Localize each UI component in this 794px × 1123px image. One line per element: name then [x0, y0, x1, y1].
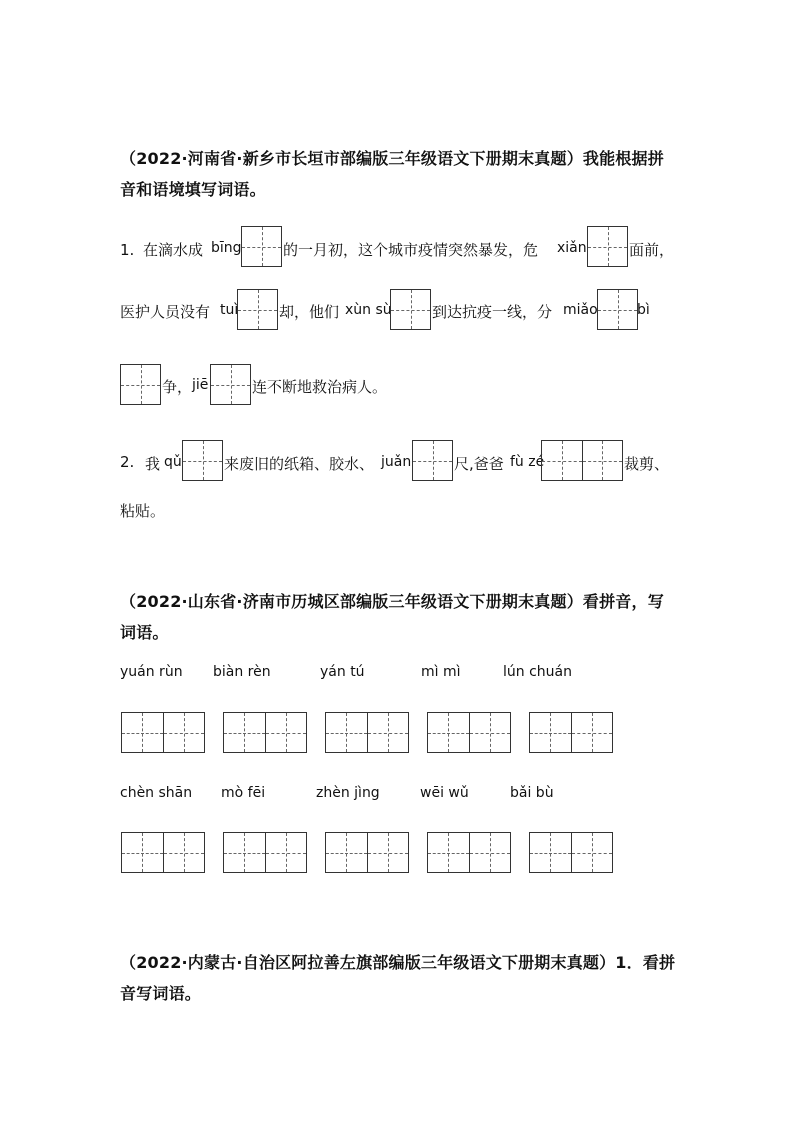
pinyin-label: biàn rèn: [213, 664, 271, 680]
pinyin-label: tuì: [220, 302, 239, 318]
answer-box-row2-2[interactable]: [223, 832, 307, 873]
answer-box-bi[interactable]: [120, 364, 161, 405]
pinyin-label: miǎo: [563, 302, 598, 318]
pinyin-label: qǔ: [164, 454, 182, 470]
answer-box-qu[interactable]: [182, 440, 223, 481]
pinyin-label: mì mì: [421, 664, 461, 680]
answer-box-xian[interactable]: [587, 226, 628, 267]
pinyin-label: jiē: [192, 377, 209, 393]
question2-text: 裁剪、: [624, 455, 670, 473]
answer-box-row1-1[interactable]: [121, 712, 205, 753]
answer-box-tui[interactable]: [237, 289, 278, 330]
answer-box-bing[interactable]: [241, 226, 282, 267]
question1-number: 1.: [120, 241, 135, 259]
pinyin-label: yuán rùn: [120, 664, 183, 680]
answer-box-fuze[interactable]: [541, 440, 623, 481]
section1-heading-line2: 音和语境填写词语。: [120, 180, 266, 199]
question2-text: 粘贴。: [120, 502, 166, 520]
pinyin-label: bīng: [211, 240, 242, 256]
question2-text: 来废旧的纸箱、胶水、: [224, 455, 375, 473]
answer-box-juan[interactable]: [412, 440, 453, 481]
question2-text: 我: [145, 455, 161, 473]
answer-box-miao[interactable]: [597, 289, 638, 330]
answer-box-row2-3[interactable]: [325, 832, 409, 873]
question1-text: 医护人员没有: [120, 303, 211, 321]
section3-heading-line1: （2022·内蒙古·自治区阿拉善左旗部编版三年级语文下册期末真题）1．看拼: [120, 953, 676, 972]
pinyin-label: mò fēi: [221, 785, 266, 801]
pinyin-label: chèn shān: [120, 785, 193, 801]
answer-box-row1-2[interactable]: [223, 712, 307, 753]
pinyin-label: yán tú: [320, 664, 365, 680]
question1-text: 争，: [162, 378, 193, 396]
pinyin-label: lún chuán: [503, 664, 572, 680]
answer-box-row2-5[interactable]: [529, 832, 613, 873]
pinyin-label: xùn sù: [345, 302, 392, 318]
section2-heading-line2: 词语。: [120, 623, 169, 642]
question1-text: 却，他们: [279, 303, 340, 321]
pinyin-label: bì: [637, 302, 650, 318]
answer-box-row1-4[interactable]: [427, 712, 511, 753]
answer-box-xunsu[interactable]: [390, 289, 431, 330]
pinyin-label: bǎi bù: [510, 785, 554, 801]
answer-box-row2-4[interactable]: [427, 832, 511, 873]
answer-box-row2-1[interactable]: [121, 832, 205, 873]
question1-text: 在滴水成: [143, 241, 204, 259]
pinyin-label: juǎn: [381, 454, 412, 470]
section1-heading-line1: （2022·河南省·新乡市长垣市部编版三年级语文下册期末真题）我能根据拼: [120, 149, 664, 168]
pinyin-label: zhèn jìng: [316, 785, 380, 801]
question2-text: 尺,爸爸: [454, 455, 504, 473]
question1-text: 的一月初，这个城市疫情突然暴发，危: [283, 241, 539, 259]
question1-text: 面前，: [629, 241, 675, 259]
question1-text: 连不断地救治病人。: [252, 378, 388, 396]
answer-box-row1-3[interactable]: [325, 712, 409, 753]
pinyin-label: xiǎn: [557, 240, 587, 256]
question2-number: 2.: [120, 453, 135, 471]
answer-box-row1-5[interactable]: [529, 712, 613, 753]
section3-heading-line2: 音写词语。: [120, 984, 202, 1003]
question1-text: 到达抗疫一线，分: [432, 303, 553, 321]
section2-heading-line1: （2022·山东省·济南市历城区部编版三年级语文下册期末真题）看拼音，写: [120, 592, 664, 611]
pinyin-label: fù zé: [510, 454, 545, 470]
pinyin-label: wēi wǔ: [420, 785, 469, 801]
answer-box-jie[interactable]: [210, 364, 251, 405]
